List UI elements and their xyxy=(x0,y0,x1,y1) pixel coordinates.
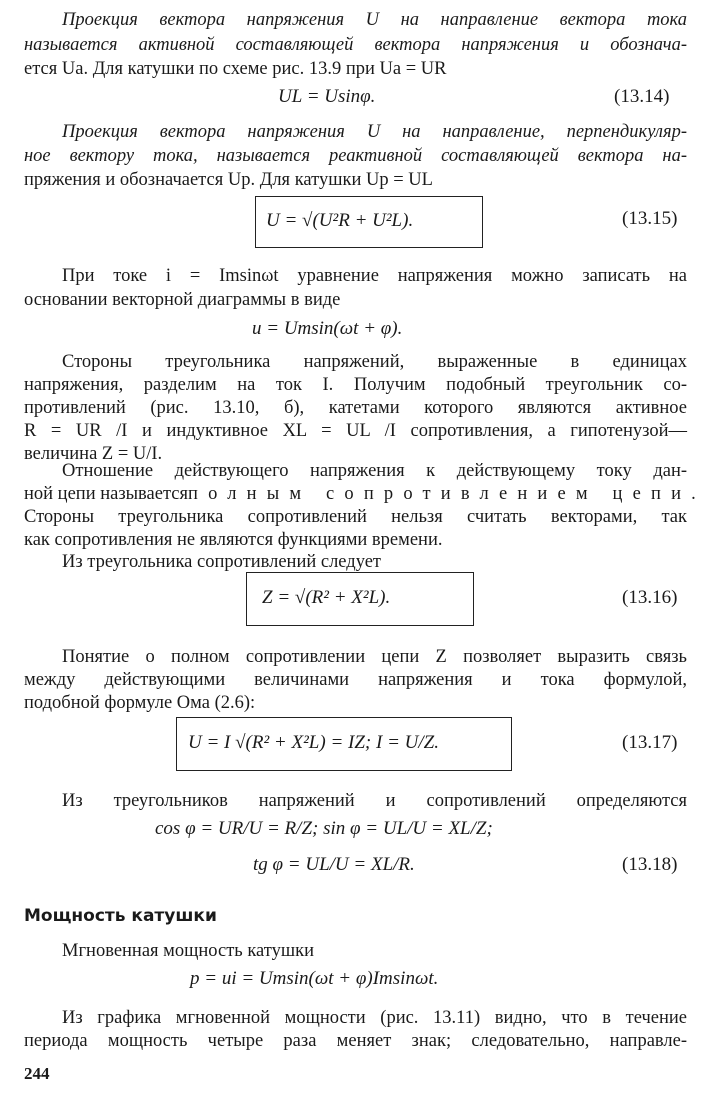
p4-line1: Стороны треугольника напряжений, выраженные в единицах xyxy=(62,352,687,372)
p2-line2: ное вектору тока, называется реактивной составляющей вектора на- xyxy=(24,146,687,166)
p4-line3: противлений (рис. 13.10, б), катетами которого являются активное xyxy=(24,398,687,418)
p3-line1: При токе i = Imsinωt уравнение напряжения можно записать на xyxy=(62,266,687,286)
equation-cos-sin: cos φ = UR/U = R/Z; sin φ = UL/U = XL/Z; xyxy=(155,818,493,839)
equation-13-17: U = I √(R² + X²L) = IZ; I = U/Z. xyxy=(188,732,439,753)
equation-number-13-16: (13.16) xyxy=(622,587,678,608)
p1-line2: называется активной составляющей вектора напряжения и обознача- xyxy=(24,35,687,55)
p4-line2: напряжения, разделим на ток I. Получим подобный треугольник со- xyxy=(24,375,687,395)
equation-13-16: Z = √(R² + X²L). xyxy=(262,587,391,608)
p1-line3: ется Uа. Для катушки по схеме рис. 13.9 при Uа = UR xyxy=(24,59,447,79)
p5-line2 xyxy=(24,482,706,506)
p5-term-spaced: полным сопротивлением цепи. xyxy=(188,484,706,504)
equation-13-14: UL = Usinφ. xyxy=(278,86,376,107)
p3-line2: основании векторной диаграммы в виде xyxy=(24,290,341,310)
p2-line1: Проекция вектора напряжения U на направление, перпендикуляр- xyxy=(62,122,687,142)
p8-line1: Из треугольников напряжений и сопротивлений определяются xyxy=(62,791,687,811)
equation-number-13-18: (13.18) xyxy=(622,854,678,875)
p7-line1: Понятие о полном сопротивлении цепи Z позволяет выразить связь xyxy=(62,647,687,667)
equation-13-15: U = √(U²R + U²L). xyxy=(266,210,414,231)
p5-line4: как сопротивления не являются функциями времени. xyxy=(24,530,443,550)
p10-line1: Из графика мгновенной мощности (рис. 13.11) видно, что в течение xyxy=(62,1008,687,1028)
p4-line4: R = UR /I и индуктивное XL = UL /I сопротивления, а гипотенузой— xyxy=(24,421,687,441)
equation-u: u = Umsin(ωt + φ). xyxy=(252,318,403,339)
p5-line1: Отношение действующего напряжения к действующему току дан- xyxy=(62,461,687,481)
equation-number-13-15: (13.15) xyxy=(622,208,678,229)
p4-line5: величина Z = U/I. xyxy=(24,444,163,464)
equation-p: p = ui = Umsin(ωt + φ)Imsinωt. xyxy=(190,968,439,989)
equation-13-18: tg φ = UL/U = XL/R. xyxy=(253,854,415,875)
equation-number-13-14: (13.14) xyxy=(614,86,670,107)
equation-number-13-17: (13.17) xyxy=(622,732,678,753)
page-number: 244 xyxy=(24,1064,50,1083)
section-heading: Мощность катушки xyxy=(24,906,217,926)
p5-line3: Стороны треугольника сопротивлений нельзя считать векторами, так xyxy=(24,507,687,527)
p9-line1: Мгновенная мощность катушки xyxy=(62,941,315,961)
p6-line1: Из треугольника сопротивлений следует xyxy=(62,552,381,572)
p5-line2-start: ной цепи называется xyxy=(24,484,189,504)
p7-line3: подобной формуле Ома (2.6): xyxy=(24,693,256,713)
p10-line2: периода мощность четыре раза меняет знак; следовательно, направле- xyxy=(24,1031,687,1051)
p7-line2: между действующими величинами напряжения и тока формулой, xyxy=(24,670,687,690)
p2-line3: пряжения и обозначается Uр. Для катушки Uр = UL xyxy=(24,170,433,190)
p1-line1: Проекция вектора напряжения U на направление вектора тока xyxy=(62,10,687,30)
